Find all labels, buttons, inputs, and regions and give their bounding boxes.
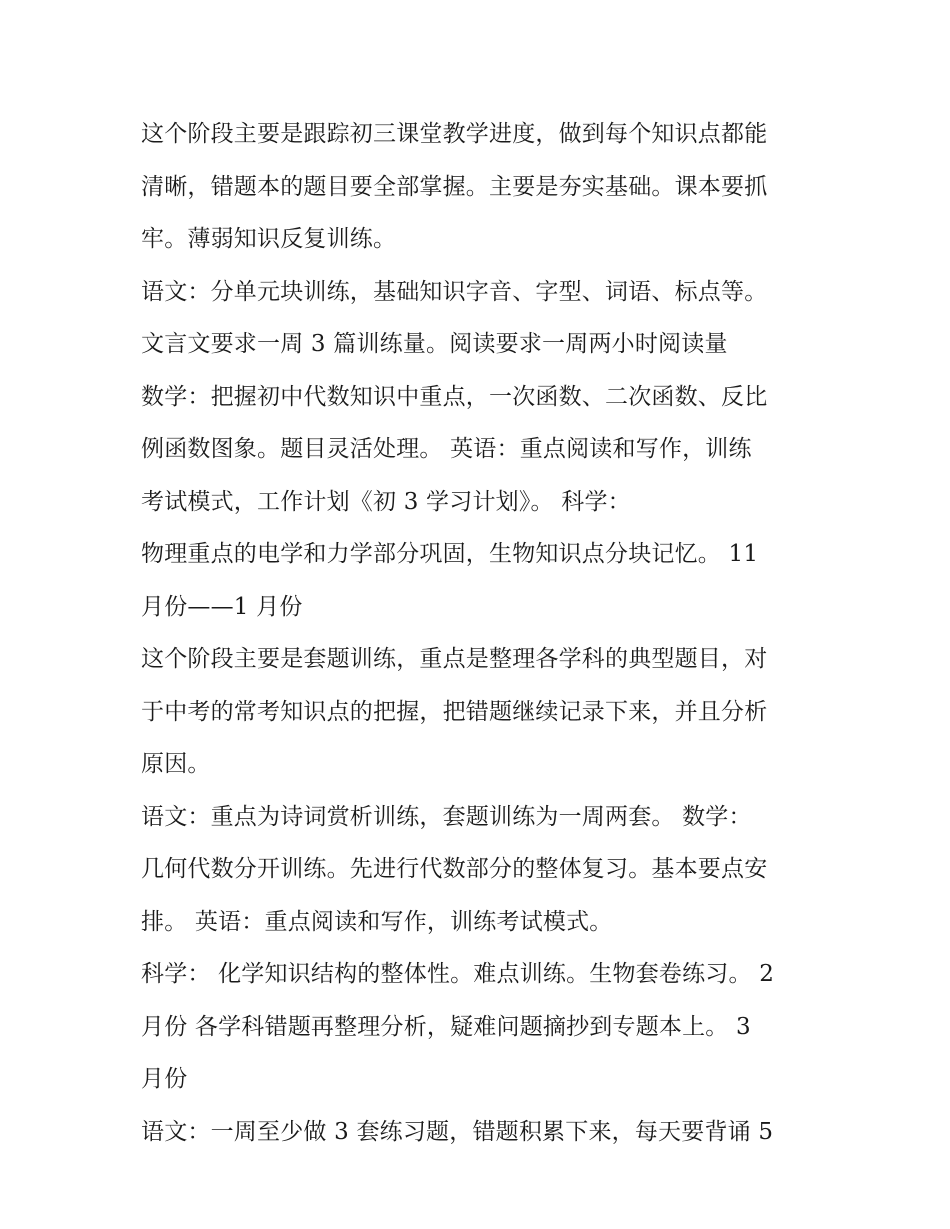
- text-line: 月份——1 月份: [141, 593, 303, 620]
- text-line: 语文：一周至少做 3 套练习题，错题积累下来，每天要背诵 5: [141, 1118, 774, 1145]
- text-line: 几何代数分开训练。先进行代数部分的整体复习。基本要点安: [141, 856, 768, 882]
- text-line: 这个阶段主要是套题训练，重点是整理各学科的典型题目，对: [141, 646, 768, 672]
- text-line: 月份: [141, 1066, 188, 1092]
- text-line: 于中考的常考知识点的把握，把错题继续记录下来，并且分析: [141, 698, 768, 725]
- text-line: 科学： 化学知识结构的整体性。难点训练。生物套卷练习。 2: [141, 961, 775, 987]
- text-line: 文言文要求一周 3 篇训练量。阅读要求一周两小时阅读量: [141, 331, 728, 357]
- text-line: 这个阶段主要是跟踪初三课堂教学进度，做到每个知识点都能: [141, 121, 768, 147]
- text-line: 例函数图象。题目灵活处理。 英语：重点阅读和写作，训练: [141, 436, 752, 462]
- text-line: 语文：分单元块训练，基础知识字音、字型、词语、标点等。: [141, 278, 768, 305]
- text-line: 排。 英语：重点阅读和写作，训练考试模式。: [141, 908, 613, 935]
- text-line: 清晰，错题本的题目要全部掌握。主要是夯实基础。课本要抓: [141, 173, 768, 200]
- text-line: 数学：把握初中代数知识中重点，一次函数、二次函数、反比: [141, 383, 768, 410]
- text-line: 考试模式，工作计划《初 3 学习计划》。 科学：: [141, 488, 631, 515]
- text-line: 物理重点的电学和力学部分巩固，生物知识点分块记忆。 11: [141, 541, 759, 567]
- text-line: 语文：重点为诗词赏析训练，套题训练为一周两套。 数学：: [141, 803, 752, 830]
- document-body: [141, 108, 821, 1158]
- text-line: 原因。: [141, 751, 211, 777]
- text-line: 牢。薄弱知识反复训练。: [141, 226, 397, 252]
- text-line: 月份 各学科错题再整理分析，疑难问题摘抄到专题本上。 3: [141, 1013, 751, 1040]
